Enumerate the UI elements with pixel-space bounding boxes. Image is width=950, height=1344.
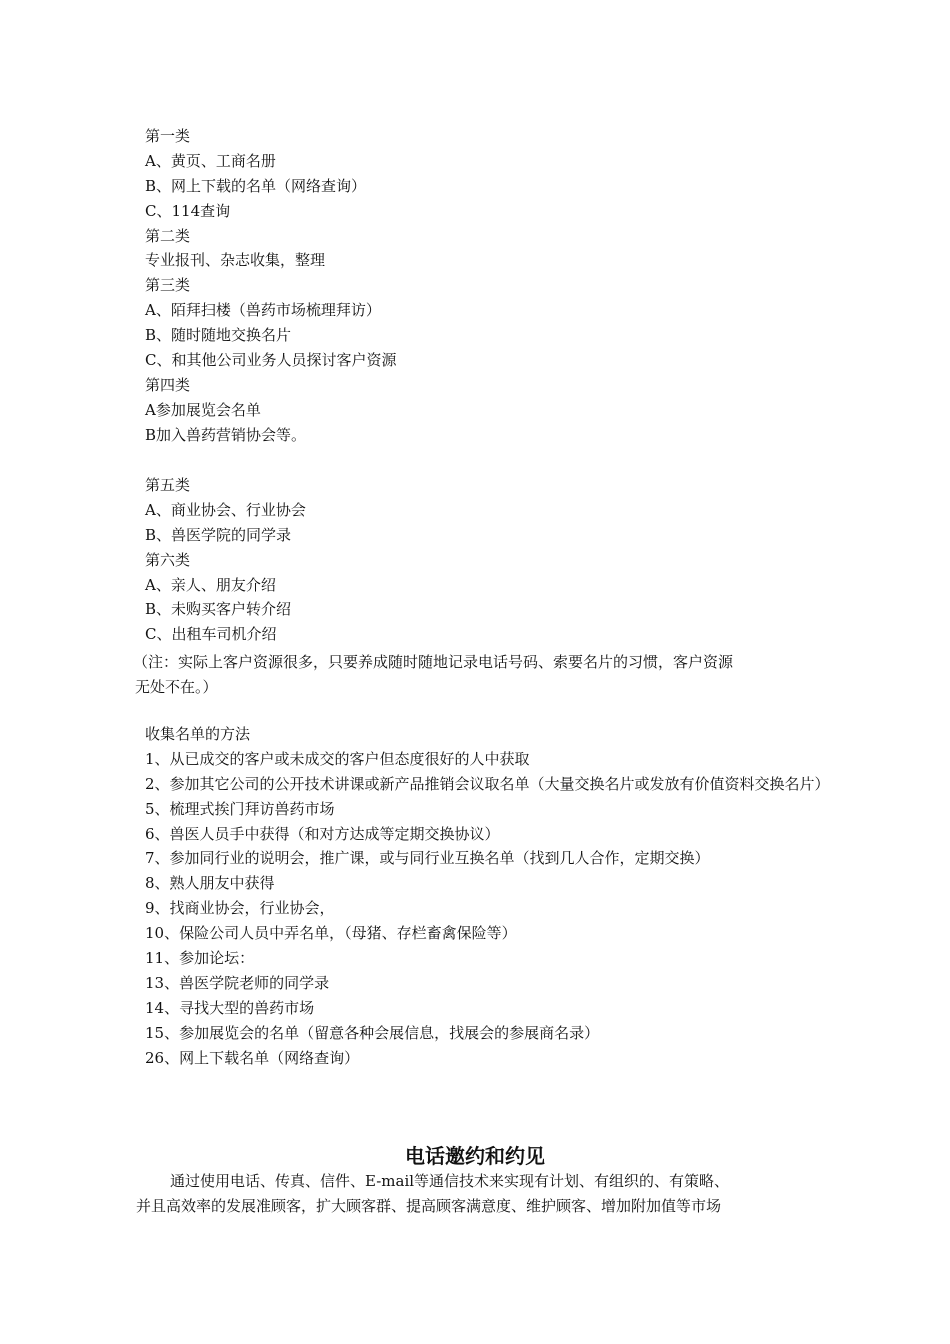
list-item: C、出租车司机介绍 [145, 625, 277, 644]
category-heading: 第一类 [145, 127, 191, 145]
note-paragraph [133, 650, 833, 700]
list-item: 13、兽医学院老师的同学录 [145, 973, 330, 992]
list-item: 26、网上下载名单（网络查询） [145, 1048, 360, 1067]
methods-section [145, 722, 865, 1070]
list-item: 1、从已成交的客户或未成交的客户但态度很好的人中获取 [145, 749, 530, 768]
list-item: B、未购买客户转介绍 [145, 600, 292, 619]
list-item: B、随时随地交换名片 [145, 326, 292, 345]
list-item: A、亲人、朋友介绍 [145, 575, 276, 594]
list-item: 专业报刊、杂志收集，整理 [145, 251, 326, 270]
list-item: B、兽医学院的同学录 [145, 525, 292, 544]
list-item: B加入兽药营销协会等。 [145, 425, 307, 444]
list-item: A、陌拜扫楼（兽药市场梳理拜访） [145, 301, 381, 320]
category-heading: 第六类 [145, 550, 191, 569]
list-item: 15、参加展览会的名单（留意各种会展信息，找展会的参展商名录） [145, 1023, 600, 1042]
note-line: 无处不在。） [135, 678, 218, 696]
category-heading: 第二类 [145, 226, 191, 245]
list-item: 14、寻找大型的兽药市场 [145, 998, 315, 1017]
paragraph-line: 并且高效率的发展准顾客，扩大顾客群、提高顾客满意度、维护顾客、增加附加值等市场 [136, 1196, 722, 1215]
list-item: 6、兽医人员手中获得（和对方达成等定期交换协议） [145, 824, 500, 843]
section-title: 电话邀约和约见 [405, 1144, 545, 1168]
source-categories-2 [145, 473, 865, 647]
list-item: 11、参加论坛： [145, 949, 255, 968]
paragraph-line: 通过使用电话、传真、信件、E-mail等通信技术来实现有计划、有组织的、有策略、 [170, 1172, 730, 1190]
source-categories-1 [145, 124, 865, 448]
category-heading: 第五类 [145, 476, 191, 494]
list-item: 2、参加其它公司的公开技术讲课或新产品推销会议取名单（大量交换名片或发放有价值资料交换名片） [145, 774, 830, 793]
list-item: 10、保险公司人员中弄名单，（母猪、存栏畜禽保险等） [145, 924, 517, 943]
list-item: 8、熟人朋友中获得 [145, 874, 275, 893]
list-item: C、和其他公司业务人员探讨客户资源 [145, 351, 397, 370]
methods-heading: 收集名单的方法 [145, 725, 251, 743]
list-item: A、商业协会、行业协会 [145, 500, 306, 519]
category-heading: 第三类 [145, 276, 191, 295]
list-item: 5、梳理式挨门拜访兽药市场 [145, 799, 335, 818]
intro-paragraph [136, 1169, 826, 1219]
list-item: C、114查询 [145, 201, 231, 220]
list-item: A、黄页、工商名册 [145, 151, 276, 170]
list-item: A参加展览会名单 [145, 400, 261, 419]
category-heading: 第四类 [145, 375, 191, 394]
list-item: 7、参加同行业的说明会，推广课，或与同行业互换名单（找到几人合作，定期交换） [145, 849, 710, 868]
list-item: B、网上下载的名单（网络查询） [145, 176, 367, 195]
list-item: 9、找商业协会，行业协会， [145, 899, 335, 918]
note-line: （注：实际上客户资源很多，只要养成随时随地记录电话号码、索要名片的习惯，客户资源 [133, 653, 734, 671]
